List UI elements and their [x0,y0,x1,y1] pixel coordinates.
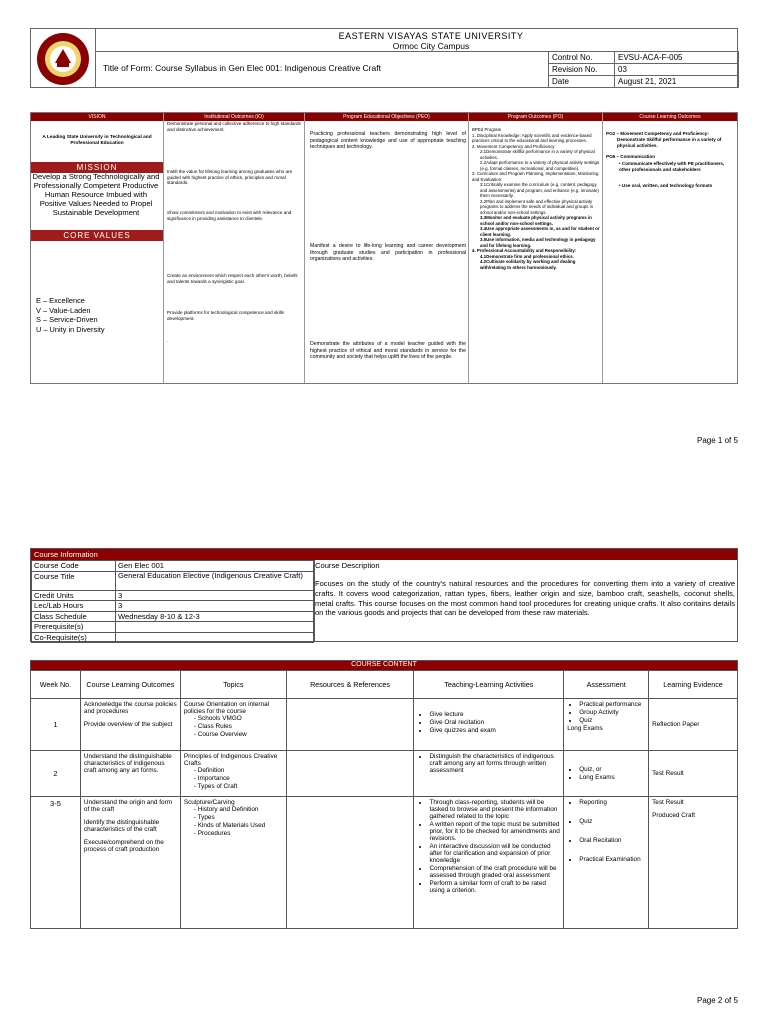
po-item: 3. Curriculum and Program Planning, Implementation, Monitoring and Evaluation: [472,171,599,182]
topic-title: Principles of Indigenous Creative Crafts [183,753,278,767]
resources-cell [286,751,414,797]
topic-item: - Procedures [194,830,283,837]
date-label: Date [549,76,615,88]
evidence-item: Test Result [652,770,684,777]
assessment-cell [564,699,649,751]
vision-header: VISION [31,113,163,121]
outcomes-cell [80,699,180,751]
io-item: Create an environment which respect each other's worth, beliefs and talents towards a synergistic goal. [167,273,298,284]
outcome-text: Understand the distinguishable characteristics of indigenous craft among any art forms. [83,753,172,774]
topics-cell [180,797,286,929]
clo-item: PO2 – Movement Competency and Proficiency: [606,131,709,136]
table-row [31,797,738,929]
outcome-text: Acknowledge the course policies and procedures [83,701,177,715]
col-header: Assessment [564,671,649,699]
university-name: EASTERN VISAYAS STATE UNIVERSITY [338,31,524,41]
col-header: Teaching-Learning Activities [414,671,564,699]
outcomes-cell [80,751,180,797]
clo-item: PO6 – Communication [606,154,656,159]
info-value: Gen Elec 001 [116,561,314,572]
io-item: . [167,338,169,343]
core-value-item: E – Excellence [36,296,85,305]
po-header: Program Outcomes (PO) [469,113,602,121]
week-cell: 3-5 [31,797,81,929]
po-item: 1. Disciplinal Knowledge: Apply scientific and evidence-based practices critical to the educational and learning processes. [472,132,592,143]
topic-item: - Types [194,814,283,821]
activity-item: • An interactive discussion will be conducted after for clarification and expansion of prior knowledge [429,843,560,864]
activities-cell [414,699,564,751]
clo-item: • Use oral, written, and technology formats [619,183,713,188]
date-value: August 21, 2021 [615,76,739,88]
col-header: Learning Evidence [649,671,738,699]
topic-title: Course Orientation on internal policies for the course [183,701,270,715]
week-cell: 2 [31,751,81,797]
evidence-item: Test Result [652,799,684,806]
course-information [30,548,738,642]
assessment-extra: Long Exams [567,725,603,732]
clo-column [603,113,737,383]
po-item: 3.1Critically examine the curriculum (e.g. content, pedagogy and assessments) and program, and enhance (e.g. innovate) them necessarily. [480,182,599,198]
activity-item: • Comprehension of the craft procedure will be assessed through graded oral assessment [429,865,560,879]
evidence-item: Reflection Paper [652,721,700,728]
resources-cell [286,699,414,751]
col-header: Topics [180,671,286,699]
clo-text: Communicate effectively with PE practitioners, other professionals and stakeholders [619,161,725,172]
assessment-item: • Quiz [579,818,645,825]
po-item: 3.5Use information, media and technology in pedagogy and for lifelong learning. [480,237,596,248]
peo-item: Demonstrate the attributes of a model teacher guided with the highest practice of ethical and moral standards in service for the community and society that helps uplift the lives of the people. [310,341,466,360]
course-content-table [30,660,738,929]
control-table [548,51,739,88]
info-label: Co-Requisite(s) [32,632,116,643]
evidence-cell [649,797,738,929]
assessment-item: • Reporting [579,799,645,806]
io-header: Institutional Outcomes (IO) [164,113,304,121]
topics-cell [180,699,286,751]
info-value: General Education Elective (Indigenous Creative Craft) [116,571,314,590]
activity-item: • Give Oral recitation [429,719,560,726]
core-value-item: S – Service-Driven [36,315,98,325]
col-header: Course Learning Outcomes [80,671,180,699]
assessment-item: • Quiz [579,717,645,724]
revision-label: Revision No. [549,64,615,76]
info-label: Credit Units [32,590,116,601]
form-title: Title of Form: Course Syllabus in Gen Elec 001: Indigenous Creative Craft [103,63,381,73]
assessment-item: • Long Exams [579,774,645,781]
topic-item: - Definition [194,767,283,774]
peo-item: Practicing professional teachers demonstrating high level of pedagogical content knowledge and use of appropriate teaching techniques and technology. [310,131,466,150]
assessment-cell [564,751,649,797]
po-item: 2. Movement Competency and Proficiency: [472,143,556,149]
university-seal-icon [35,31,91,87]
activity-item: • Through class-reporting, students will be tasked to browse and present the information gathered related to the topic [429,799,560,820]
evidence-cell [649,751,738,797]
clo-item: Demonstrate Skillful performance in a variety of physical activities. [617,137,722,148]
topic-item: - Course Overview [194,731,283,738]
po-column [469,113,603,383]
assessment-item: • Group Activity [579,709,645,716]
topic-item: - History and Definition [194,806,283,813]
mission-text: Develop a Strong Technologically and Professionally Competent Productive Human Resource Imbued with Positive Values Needed to Propel Sustainable Development [32,172,160,218]
revision-value: 03 [615,64,739,76]
topic-item: - Types of Craft [194,783,283,790]
topic-item: - Importance [194,775,283,782]
assessment-cell [564,797,649,929]
core-value-item: V – Value-Laden [36,305,91,315]
po-item: 3.4Use appropriate assessments in, as and for student or client learning. [480,226,600,237]
form-header [30,28,738,88]
info-label: Lec/Lab Hours [32,601,116,612]
outcome-text: Identify the distinguishable characteristics of the craft [83,819,160,833]
io-column [164,113,305,383]
peo-item: Manifest a desire to life-long learning and career development through graduate studies and participation in professional organizations and activities. [310,243,466,262]
topic-item: - Class Rules [194,723,283,730]
evidence-cell [649,699,738,751]
topic-item: - Kinds of Materials Used [194,822,283,829]
core-value-item: U – Unity in Diversity [36,324,105,334]
po-item: 4.1Demonstrate firm and professional ethics. [480,253,574,259]
clo-header: Course Learning Outcomes [603,113,737,121]
assessment-item: • Practical performance [579,701,645,708]
course-description-label: Course Description [315,561,380,570]
table-row [31,751,738,797]
info-value [116,622,314,633]
clo-text: Use oral, written, and technology formats [621,183,713,188]
vision-outcomes-table [30,112,738,384]
io-item: Instill the value for lifelong learning among graduates who are guided with highest practice of ethics, principles and moral standards. [167,169,293,186]
control-label: Control No. [549,52,615,64]
info-value: Wednesday 8-10 & 12-3 [116,611,314,622]
vision-column [31,113,164,383]
mission-label: MISSION [31,162,163,173]
vision-text: A Leading State University in Technological and Professional Education [42,135,152,146]
col-header: Resources & References [286,671,414,699]
po-item: 4.2Cultivate solidarity by working and dealing with/relating to others harmoniously. [480,259,576,270]
col-header: Week No. [31,671,81,699]
activity-item: • Perform a similar form of craft to be rated using a criterion. [429,880,560,894]
topics-cell [180,751,286,797]
po-item: 4. Professional Accountability and Responsibility: [472,248,577,253]
assessment-item: • Practical Examination [579,856,645,863]
table-row [31,699,738,751]
outcome-text: Understand the origin and form of the craft [83,799,173,813]
assessment-item: • Oral Recitation [579,837,645,844]
po-item: 3.2Plan and implement safe and effective physical activity programs to address the needs of individual and groups in school and/or non-school settings. [480,198,594,215]
peo-column [305,113,469,383]
assessment-item: • Quiz, or [579,766,645,773]
header-divider [95,29,96,87]
topic-title: Sculpture/Carving [183,799,235,806]
evidence-item: Produced Craft [652,812,696,819]
io-item: Provide platforms for technological competence and skills development. [167,310,284,321]
io-item: Demonstrate personal and collective adherence to high standards and distinctive achievement. [167,121,301,132]
topic-item: - Schools VMGO [194,715,283,722]
outcome-text: Provide overview of the subject [83,721,173,728]
info-value: 3 [116,601,314,612]
resources-cell [286,797,414,929]
week-cell: 1 [31,699,81,751]
course-info-table [31,560,314,643]
po-list [472,127,600,270]
peo-header: Program Educational Objectives (PEO) [305,113,468,121]
campus-name: Ormoc City Campus [392,41,470,51]
po-title: BPEd Program [472,127,502,132]
course-info-title: Course Information [31,549,737,560]
po-item: 2.1Demonstrate skillful performance in a variety of physical activities. [480,149,595,160]
course-description: Focuses on the study of the country's natural resources and the procedures for converting them into a variety of creative crafts. It covers wood categorization, rattan types, fibers, leather origin and size, bamboo craft, seashells, coconut shells, metal crafts. This course focuses on the most common hand tool procedures for creating unique crafts. It also contains details on the various goods and projects that can be developed from these raw materials. [315,579,735,618]
page-number: Page 1 of 5 [697,436,738,445]
activities-cell [414,751,564,797]
info-label: Course Code [32,561,116,572]
control-value: EVSU-ACA-F-005 [615,52,739,64]
clo-item: • Communicate effectively with PE practitioners, other professionals and stakeholders [619,161,725,172]
course-content-title: COURSE CONTENT [31,661,738,671]
outcome-text: Execute/comprehend on the process of craft production [83,839,164,853]
po-item: 2.2Adapt performance to a variety of physical activity settings (e.g. formal classes, recreational, and competitive). [480,160,600,171]
io-item: Show commitment and motivation to exist with relevance and significance in providing assistance to clientele. [167,210,292,221]
info-value: 3 [116,590,314,601]
po-item: 3.3Monitor and evaluate physical activity programs in school and/or non-school settings. [480,215,592,226]
core-values-list [36,296,105,335]
activities-cell [414,797,564,929]
info-label: Prerequisite(s) [32,622,116,633]
core-values-label: CORE VALUES [31,230,163,241]
info-label: Course Title [32,571,116,590]
activity-item: • Give quizzes and exam [429,727,560,734]
activity-item: • Distinguish the characteristics of indigenous craft among any art forms through written assessment [429,753,560,774]
info-value [116,632,314,643]
info-label: Class Schedule [32,611,116,622]
outcomes-cell [80,797,180,929]
page-number: Page 2 of 5 [697,996,738,1005]
activity-item: • A written report of the topic must be submitted prior, for it to be checked for amendments and revisions. [429,821,560,842]
activity-item: • Give lecture [429,711,560,718]
